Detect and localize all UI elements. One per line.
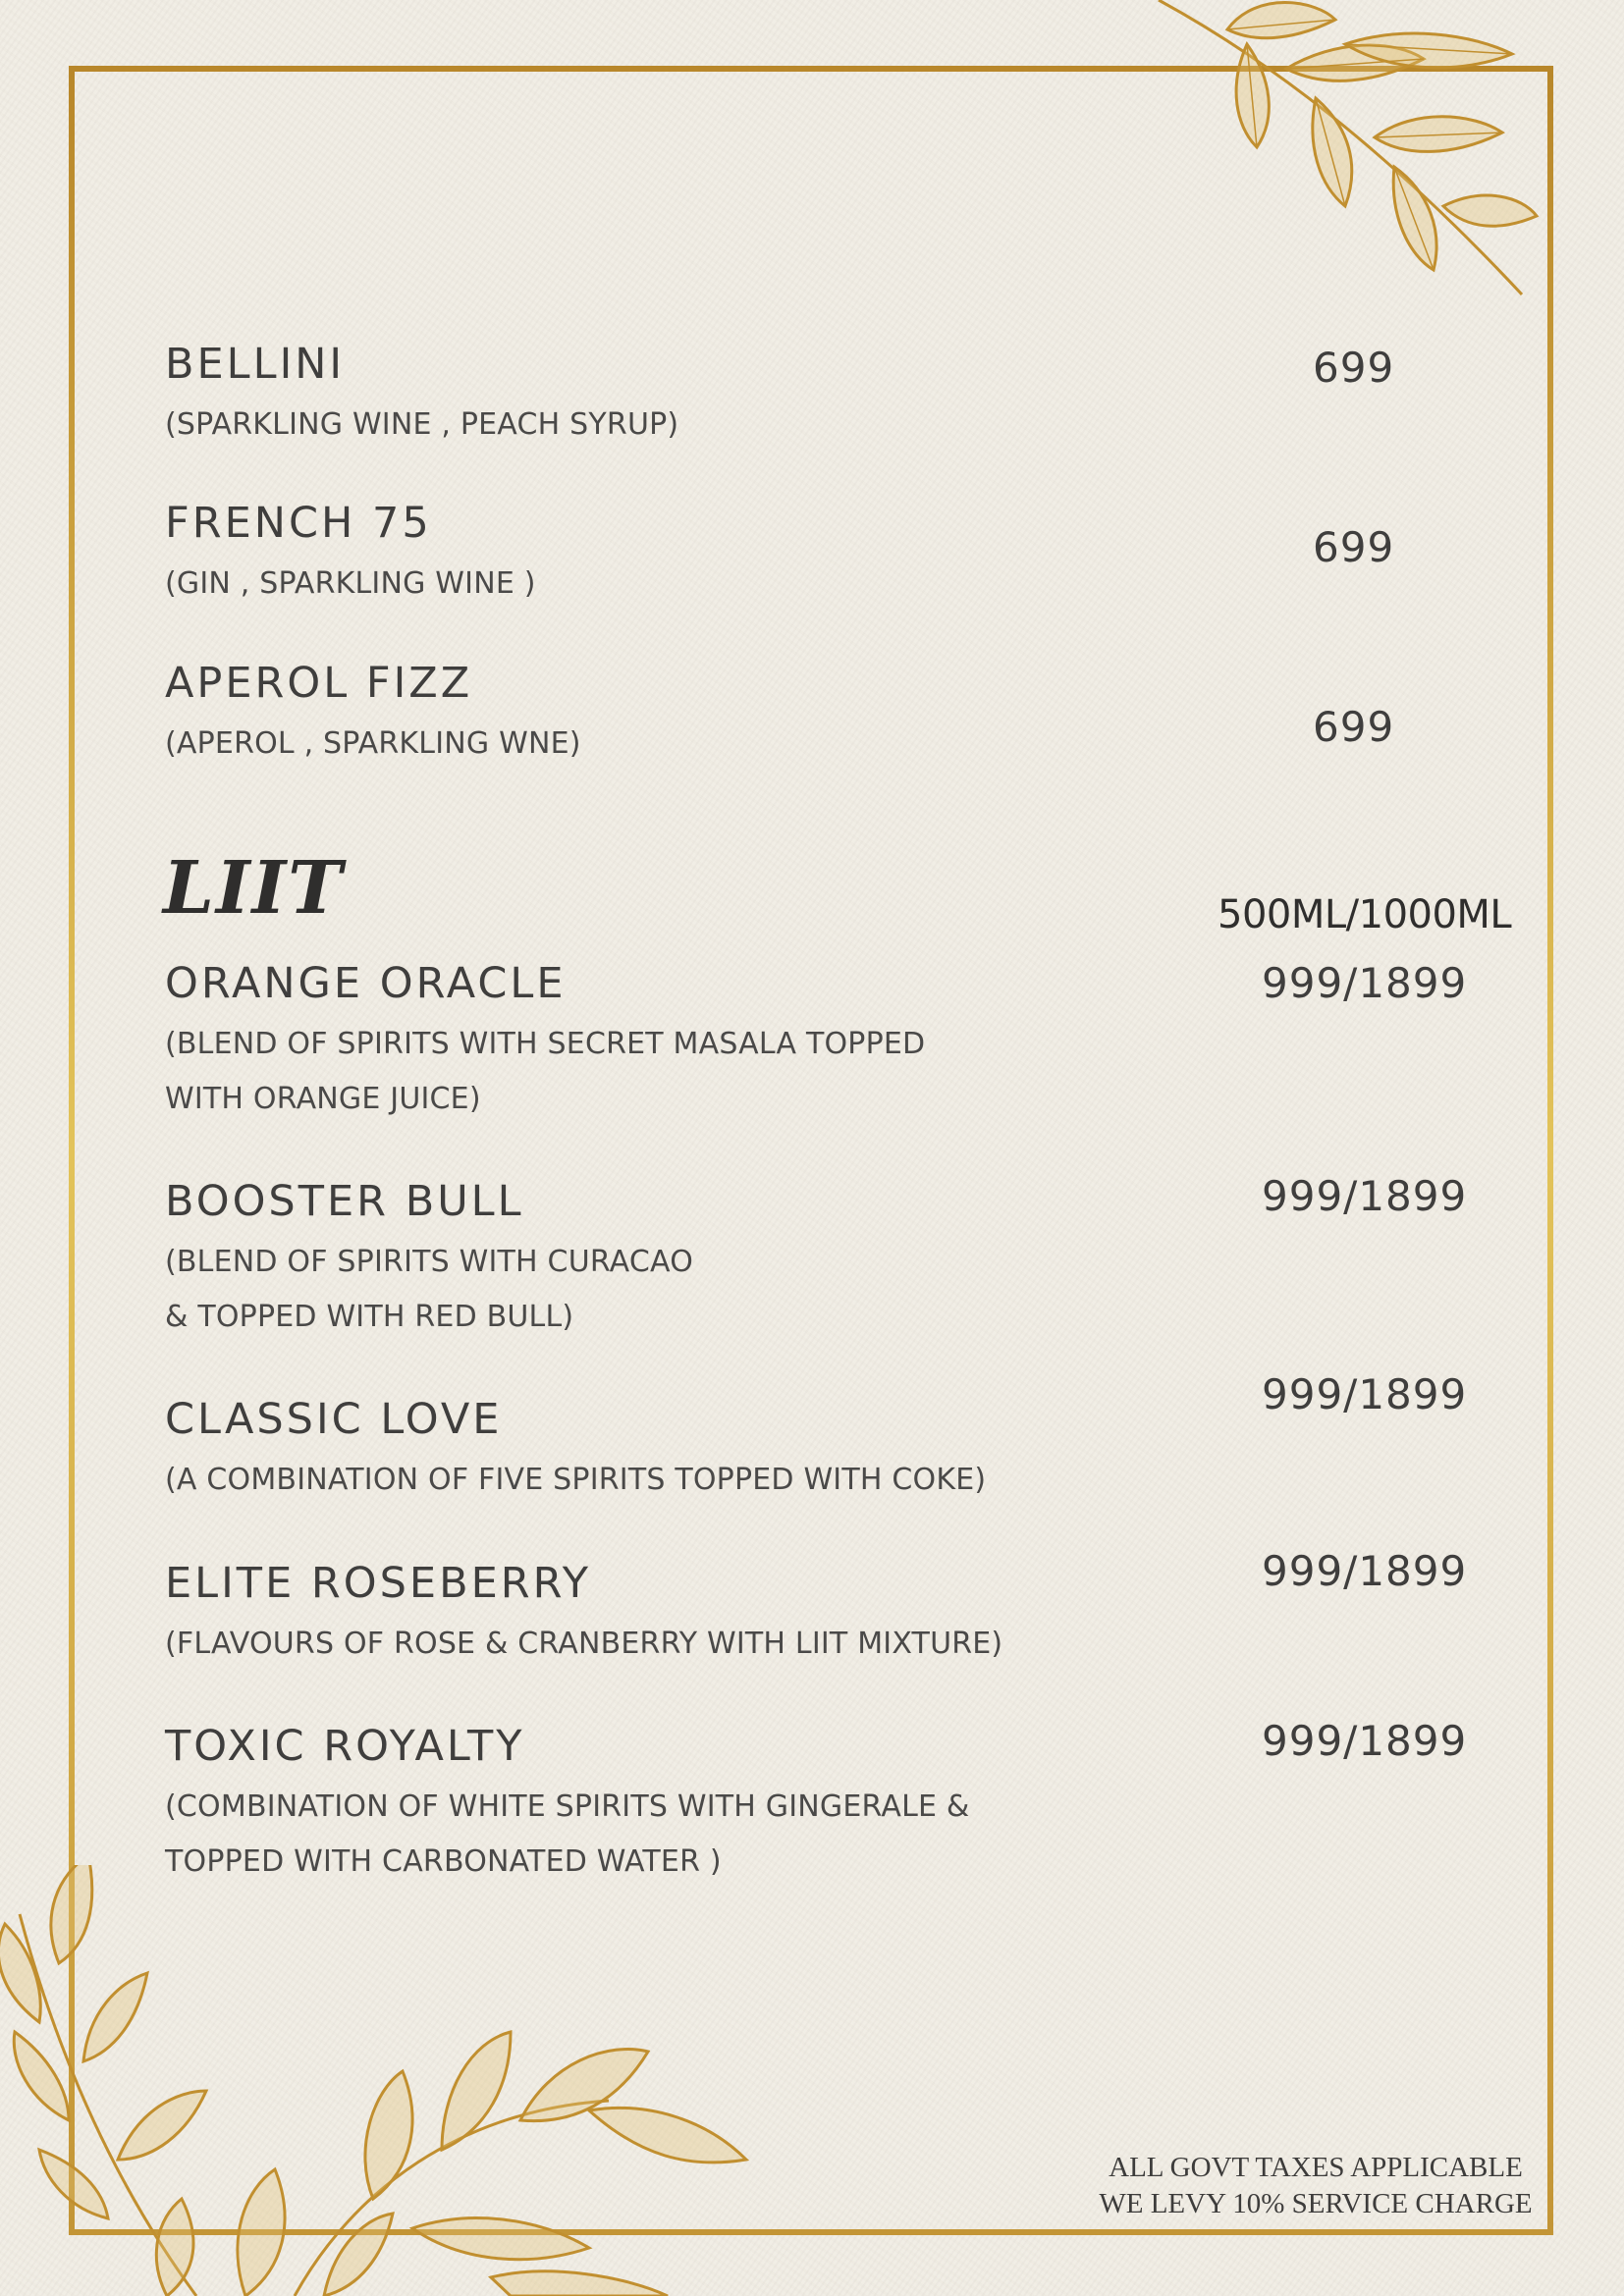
item-description-line: WITH ORANGE JUICE) — [165, 1082, 481, 1116]
item-name: FRENCH 75 — [165, 499, 432, 548]
item-name: TOXIC ROYALTY — [165, 1722, 525, 1771]
item-price: 699 — [1313, 523, 1395, 571]
item-name: CLASSIC LOVE — [165, 1395, 503, 1444]
service-charge-note: WE LEVY 10% SERVICE CHARGE — [1099, 2188, 1533, 2219]
item-description-line: & TOPPED WITH RED BULL) — [165, 1300, 574, 1334]
item-price: 999/1899 — [1262, 1370, 1468, 1418]
menu-item — [165, 1177, 694, 1345]
item-description: (GIN , SPARKLING WINE ) — [165, 566, 536, 601]
menu-item — [165, 340, 679, 453]
item-name: APEROL FIZZ — [165, 659, 473, 708]
item-price: 999/1899 — [1262, 1717, 1468, 1765]
item-description: (APEROL , SPARKLING WNE) — [165, 726, 581, 761]
tax-note: ALL GOVT TAXES APPLICABLE — [1109, 2152, 1523, 2183]
item-description: (SPARKLING WINE , PEACH SYRUP) — [165, 407, 679, 442]
leaf-branch-bottom-left-icon — [0, 1865, 785, 2296]
menu-item — [165, 1559, 1003, 1672]
item-price: 999/1899 — [1262, 1172, 1468, 1220]
footer-note — [1090, 2150, 1542, 2222]
item-description-line: (COMBINATION OF WHITE SPIRITS WITH GINGERALE & — [165, 1789, 970, 1824]
section-title: LIIT — [163, 846, 345, 931]
item-name: BOOSTER BULL — [165, 1177, 524, 1226]
item-price: 999/1899 — [1262, 1547, 1468, 1595]
item-description: (A COMBINATION OF FIVE SPIRITS TOPPED WITH COKE) — [165, 1463, 987, 1497]
menu-item — [165, 659, 581, 772]
menu-item — [165, 959, 926, 1127]
leaf-branch-top-right-icon — [1149, 0, 1542, 304]
item-name: ELITE ROSEBERRY — [165, 1559, 592, 1608]
item-description-line: TOPPED WITH CARBONATED WATER ) — [165, 1844, 722, 1879]
item-description-line: (BLEND OF SPIRITS WITH SECRET MASALA TOPPED — [165, 1027, 926, 1061]
item-price: 699 — [1313, 344, 1395, 392]
section-size-note: 500ML/1000ML — [1218, 892, 1512, 937]
item-name: BELLINI — [165, 340, 346, 389]
item-description — [165, 1017, 925, 1127]
menu-item — [165, 1395, 987, 1508]
menu-item — [165, 1722, 970, 1890]
item-price: 999/1899 — [1262, 959, 1468, 1007]
menu-item — [165, 499, 536, 612]
item-price: 699 — [1313, 703, 1395, 751]
item-description — [165, 1780, 969, 1890]
item-name: ORANGE ORACLE — [165, 959, 567, 1008]
item-description: (FLAVOURS OF ROSE & CRANBERRY WITH LIIT MIXTURE) — [165, 1627, 1003, 1661]
item-description-line: (BLEND OF SPIRITS WITH CURACAO — [165, 1245, 694, 1279]
item-description — [165, 1235, 693, 1345]
